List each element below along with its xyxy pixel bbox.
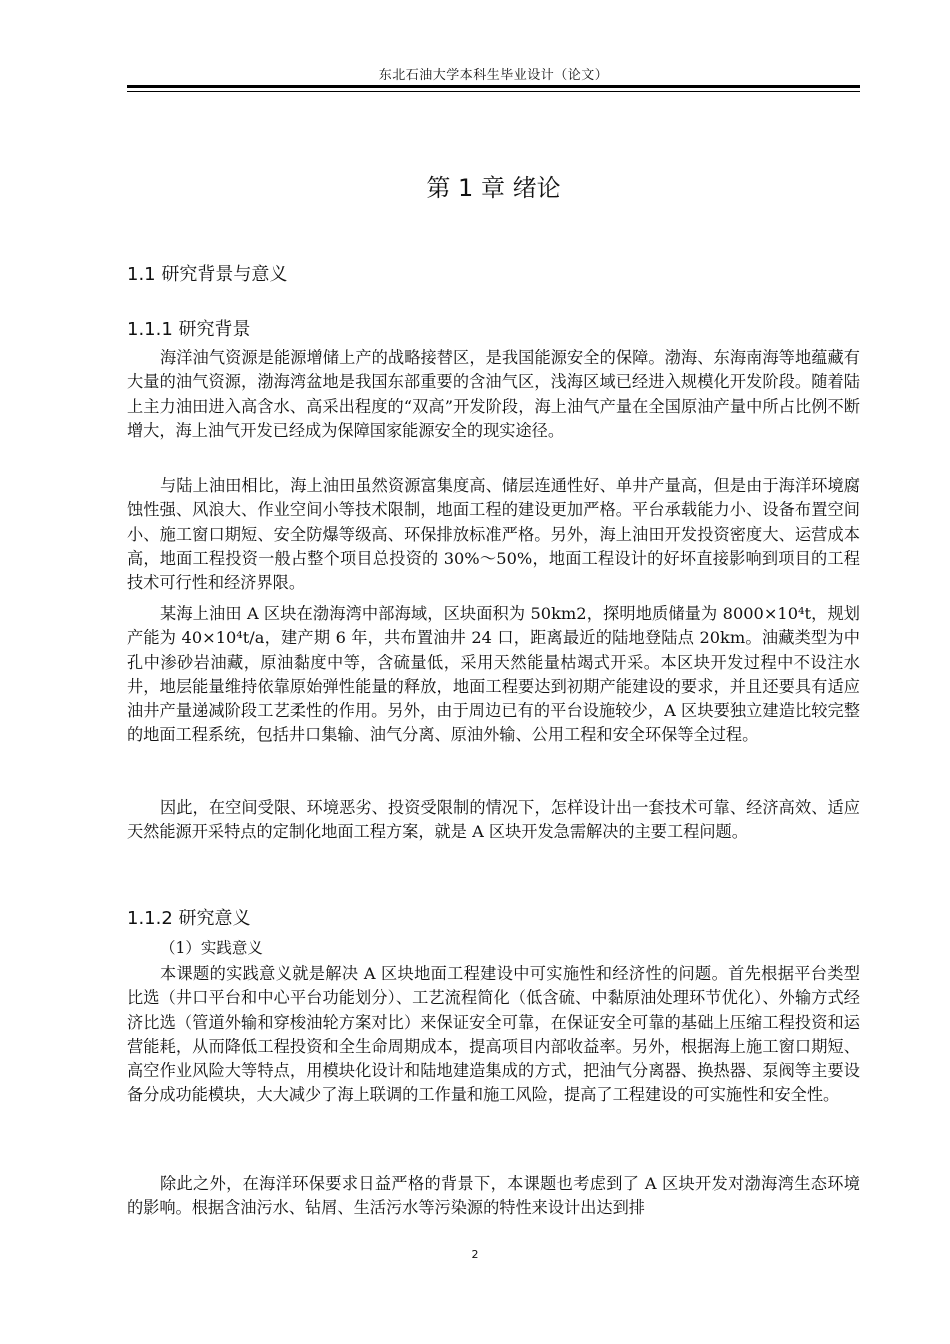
header-rule-thin (127, 91, 860, 92)
page-number: 2 (471, 1248, 479, 1261)
header-rule-thick (127, 85, 860, 88)
section-heading-1-1-2: 1.1.2 研究意义 (127, 908, 251, 929)
paragraph: 海洋油气资源是能源增储上产的战略接替区，是我国能源安全的保障。渤海、东海南海等地蕴藏有大量的油气资源，渤海湾盆地是我国东部重要的含油气区，浅海区域已经进入规模化开发阶段。随着陆上主力油田进入高含水、高采出程度的“双高”开发阶段，海上油气产量在全国原油产量中所占比例不断增大，海上油气开发已经成为保障国家能源安全的现实途径。 (127, 348, 860, 440)
section-heading-1-1-1: 1.1.1 研究背景 (127, 319, 251, 340)
page-header: 东北石油大学本科生毕业设计（论文） (378, 68, 609, 83)
paragraph: 某海上油田 A 区块在渤海湾中部海域，区块面积为 50km2，探明地质储量为 8000×10⁴t，规划产能为 40×10⁴t/a，建产期 6 年，共布置油井 24 口，距离最近的陆地登陆点 20km。油藏类型为中孔中渗砂岩油藏，原油黏度中等，含硫量低，采用天然能量枯竭式开采。本区块开发过程中不设注水井，地层能量维持依靠原始弹性能量的释放，地面工程要达到初期产能建设的要求，并且还要具有适应油井产量递减阶段工艺柔性的作用。另外，由于周边已有的平台设施较少，A 区块要独立建造比较完整的地面工程系统，包括井口集输、油气分离、原油外输、公用工程和安全环保等全过程。 (127, 604, 860, 745)
paragraph: 与陆上油田相比，海上油田虽然资源富集度高、储层连通性好、单井产量高，但是由于海洋环境腐蚀性强、风浪大、作业空间小等技术限制，地面工程的建设更加严格。平台承载能力小、设备布置空间小、施工窗口期短、安全防爆等级高、环保排放标准严格。另外，海上油田开发投资密度大、运营成本高，地面工程投资一般占整个项目总投资的 30%～50%，地面工程设计的好坏直接影响到项目的工程技术可行性和经济界限。 (127, 476, 860, 593)
paragraph: 因此，在空间受限、环境恶劣、投资受限制的情况下，怎样设计出一套技术可靠、经济高效、适应天然能源开采特点的定制化地面工程方案，就是 A 区块开发急需解决的主要工程问题。 (127, 798, 860, 842)
paragraph: 本课题的实践意义就是解决 A 区块地面工程建设中可实施性和经济性的问题。首先根据平台类型比选（井口平台和中心平台功能划分）、工艺流程简化（低含硫、中黏原油处理环节优化）、外输方式经济比选（管道外输和穿梭油轮方案对比）来保证安全可靠，在保证安全可靠的基础上压缩工程投资和运营能耗，从而降低工程投资和全生命周期成本，提高项目内部收益率。另外，根据海上施工窗口期短、高空作业风险大等特点，用模块化设计和陆地建造集成的方式，把油气分离器、换热器、泵阀等主要设备分成功能模块，大大减少了海上联调的工作量和施工风险，提高了工程建设的可实施性和安全性。 (127, 964, 860, 1105)
section-heading-1-1: 1.1 研究背景与意义 (127, 264, 288, 285)
chapter-title: 第 1 章 绪论 (426, 174, 561, 202)
list-item-label: （1）实践意义 (160, 939, 263, 957)
paragraph: 除此之外，在海洋环保要求日益严格的背景下，本课题也考虑到了 A 区块开发对渤海湾生态环境的影响。根据含油污水、钻屑、生活污水等污染源的特性来设计出达到排 (127, 1174, 860, 1218)
